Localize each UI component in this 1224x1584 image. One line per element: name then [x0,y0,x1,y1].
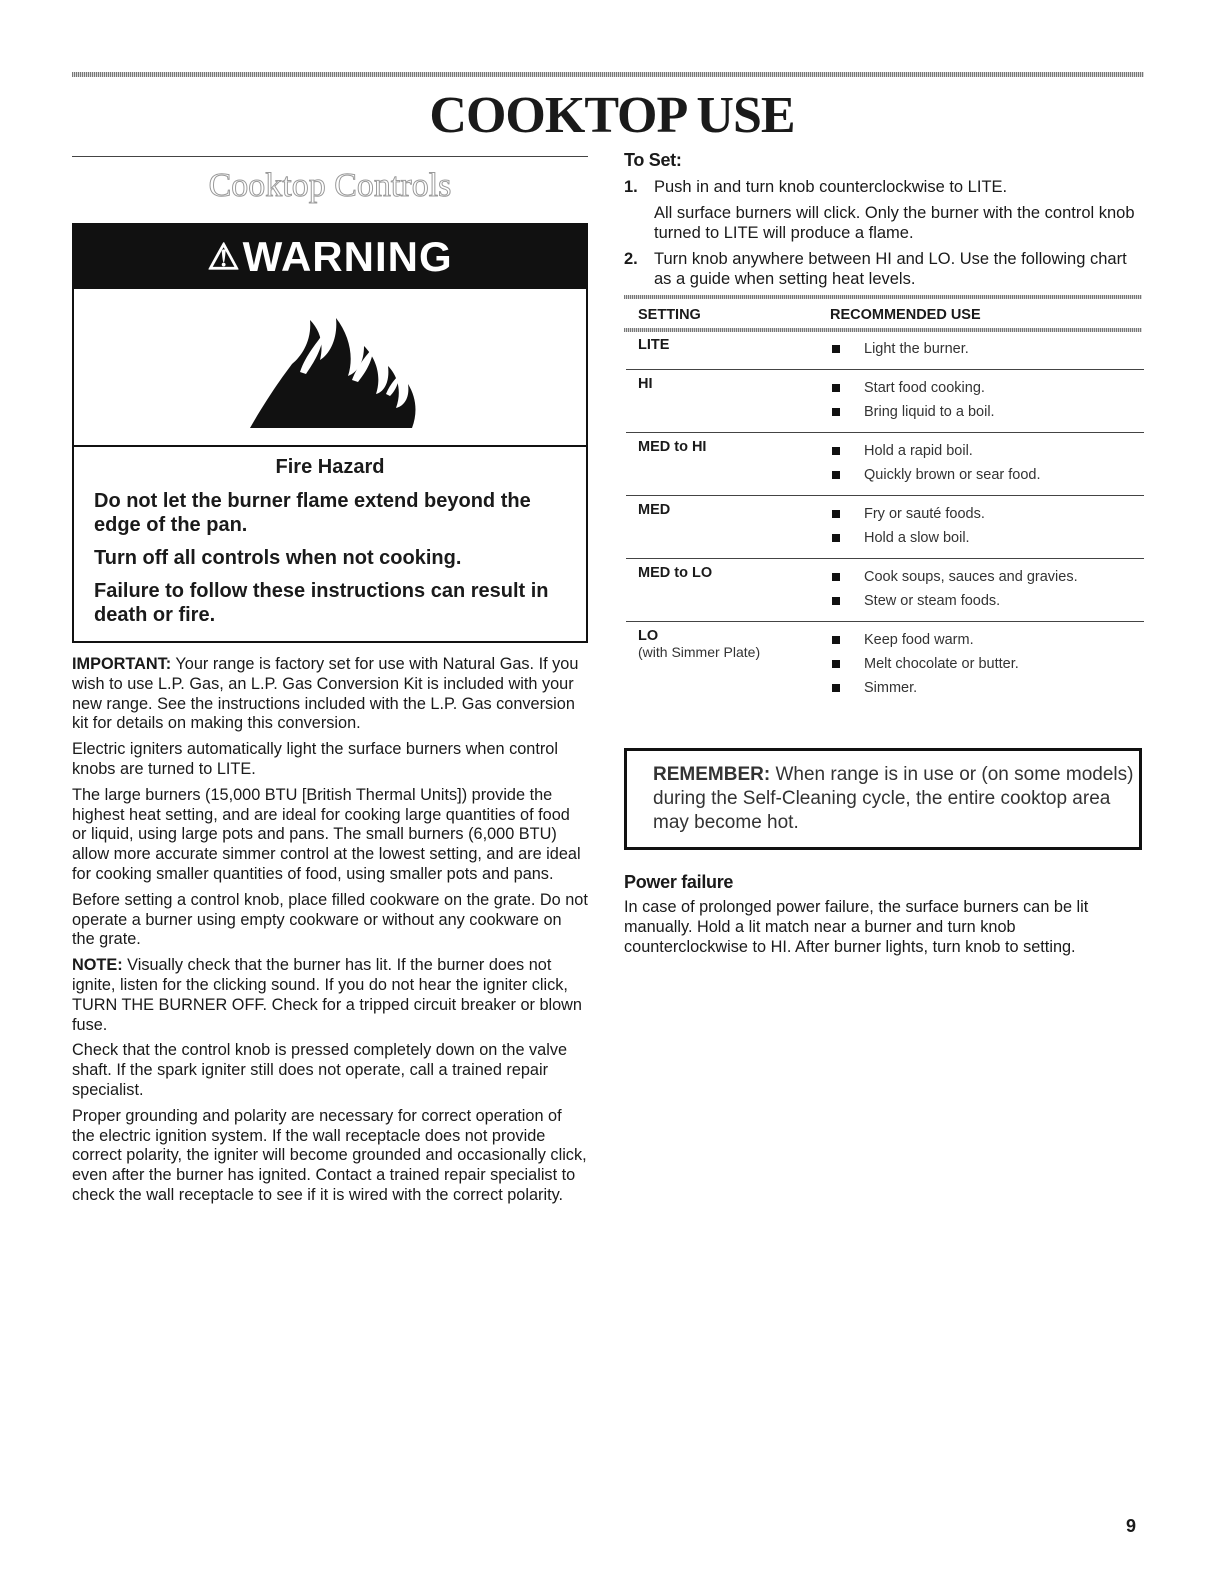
important-text: Your range is factory set for use with Natural Gas. If you wish to use L.P. Gas, an L.P. Gas Conversion Kit is included with your new range. See the instructions included with the L.P. Gas conversion kit for details on making this conversion. [72,655,579,733]
table-row [626,622,1144,709]
use-cell [818,370,1144,433]
settings-table [626,299,1144,708]
use-list [830,502,1144,550]
warning-line: Do not let the burner flame extend beyond the edge of the pan. [94,490,531,536]
use-list [830,439,1144,487]
table-row [626,433,1144,496]
setting-cell [626,433,818,496]
power-failure-heading: Power failure [624,872,734,892]
remember-label: REMEMBER: [653,764,771,785]
to-set-heading: To Set: [624,150,682,170]
note-label: NOTE: [72,956,123,975]
use-cell [818,331,1144,370]
use-item: Keep food warm. [830,628,1144,652]
step-item [624,177,1144,243]
use-list [830,628,1144,700]
important-label: IMPORTANT: [72,655,172,673]
step-item [624,249,1144,289]
section-title: Cooktop Controls [208,167,452,204]
burners-paragraph: The large burners (15,000 BTU [British Thermal Units]) provide the highest heat setting, and are ideal for cooking large quantities of food or liquid, using large pots and pans. The small burners (6,000 BTU) allow more accurate simmer control at the lowest setting, and are ideal for cooking smaller quantities of food, using smaller pots and pans. [72,785,581,883]
page-number: 9 [1126,1516,1137,1536]
use-cell [818,559,1144,622]
step-number: 1. [624,178,638,196]
note-text: Visually check that the burner has lit. If the burner does not ignite, listen for the clicking sound. If you do not hear the igniter click, TURN THE BURNER OFF. Check for a tripped circuit breaker or blown fuse. [72,956,582,1034]
note-paragraph [72,956,588,1035]
setting-name: LO [638,628,659,644]
warning-box [72,223,588,643]
use-list [830,337,1144,361]
before-paragraph: Before setting a control knob, place filled cookware on the grate. Do not operate a burner using empty cookware or without any cookware on the grate. [72,890,588,949]
table-row [626,559,1144,622]
use-item: Melt chocolate or butter. [830,652,1144,676]
use-cell [818,433,1144,496]
grounding-paragraph: Proper grounding and polarity are necessary for correct operation of the electric ignition system. If the wall receptacle does not provide correct polarity, the igniter will become grounded and occasionally click, even after the burner has ignited. Contact a trained repair specialist to check the wall receptacle to see if it is wired with the correct polarity. [72,1106,587,1204]
use-item: Hold a slow boil. [830,526,1144,550]
body-text [72,655,588,1206]
setting-name: HI [638,376,653,392]
use-item: Bring liquid to a boil. [830,400,1144,424]
setting-cell [626,370,818,433]
warning-header-label: WARNING [242,233,453,280]
steps-list [624,177,1144,289]
warning-text [74,447,586,641]
use-cell [818,496,1144,559]
warning-line: Turn off all controls when not cooking. [94,547,462,569]
use-list [830,565,1144,613]
use-item: Light the burner. [830,337,1144,361]
setting-cell [626,559,818,622]
column-header: SETTING [638,307,701,323]
hazard-title: Fire Hazard [275,456,385,478]
use-item: Start food cooking. [830,376,1144,400]
use-item: Cook soups, sauces and gravies. [830,565,1144,589]
left-column [72,156,588,1212]
setting-name: LITE [638,337,670,353]
step-extra: All surface burners will click. Only the burner with the control knob turned to LITE will produce a flame. [654,204,1135,242]
remember-box [624,748,1142,850]
warning-header [74,225,586,289]
use-item: Stew or steam foods. [830,589,1144,613]
fire-icon [240,302,420,432]
use-cell [818,622,1144,709]
warning-triangle-icon: ⚠ [207,236,241,277]
setting-name: MED [638,502,671,518]
remember-text: When range is in use or (on some models) during the Self-Cleaning cycle, the entire cooktop area may become hot. [653,764,1134,833]
setting-cell [626,331,818,370]
setting-cell [626,622,818,709]
setting-name: MED to LO [638,565,713,581]
step-text: Push in and turn knob counterclockwise to LITE. [654,178,1008,196]
step-number: 2. [624,250,638,268]
table-row [626,370,1144,433]
step-text: Turn knob anywhere between HI and LO. Use the following chart as a guide when setting heat levels. [654,250,1127,288]
use-item: Quickly brown or sear food. [830,463,1144,487]
setting-cell [626,496,818,559]
igniters-paragraph: Electric igniters automatically light the surface burners when control knobs are turned to LITE. [72,740,558,778]
table-row [626,331,1144,370]
power-failure-text: In case of prolonged power failure, the surface burners can be lit manually. Hold a lit match near a burner and turn knob counterclockwise to HI. After burner lights, turn knob to setting. [624,898,1089,956]
check-paragraph: Check that the control knob is pressed completely down on the valve shaft. If the spark igniter still does not operate, call a trained repair specialist. [72,1041,568,1099]
setting-subtitle: (with Simmer Plate) [638,644,761,660]
use-item: Hold a rapid boil. [830,439,1144,463]
column-header: RECOMMENDED USE [830,307,981,323]
table-header-row [626,299,1144,331]
right-column [624,150,1144,957]
page-title: COOKTOP USE [429,87,795,144]
setting-name: MED to HI [638,439,707,455]
important-paragraph [72,655,588,734]
use-item: Fry or sauté foods. [830,502,1144,526]
section-rule [72,156,588,157]
use-item: Simmer. [830,676,1144,700]
use-list [830,376,1144,424]
warning-line: Failure to follow these instructions can result in death or fire. [94,580,549,626]
top-dotted-rule [72,72,1144,77]
table-row [626,496,1144,559]
fire-hazard-symbol [74,289,586,447]
table-header-rule [624,328,1142,332]
